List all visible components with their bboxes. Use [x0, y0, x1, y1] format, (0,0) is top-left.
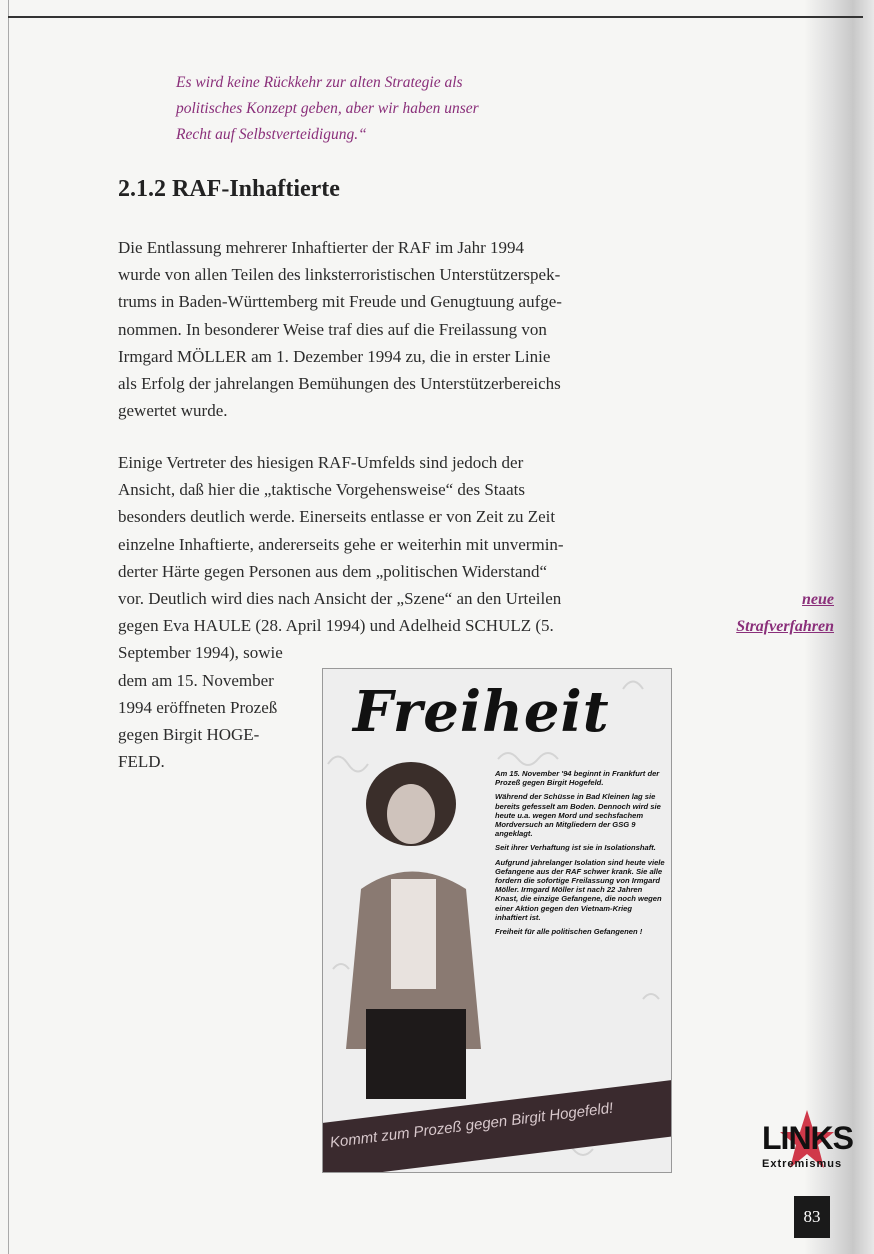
poster-text-paragraph: Während der Schüsse in Bad Kleinen lag sie bereits gefesselt am Boden. Dennoch wird sie heute u.a. wegen Mord und sechsfachem Mordversuch an Mitgliedern der GSG 9 angeklagt. [495, 792, 661, 839]
poster-title: Freiheit [353, 679, 610, 745]
text-line: vor. Deutlich wird dies nach Ansicht der „Szene“ an den Urteilen [118, 589, 562, 609]
logo-main: LINKS [762, 1120, 853, 1156]
poster-text-paragraph: Freiheit für alle politischen Gefangenen ! [495, 927, 643, 937]
text-line: derter Härte gegen Personen aus dem „politischen Widerstand“ [118, 561, 548, 581]
margin-note [690, 586, 834, 640]
quote-line: Es wird keine Rückkehr zur alten Strategie als [176, 74, 463, 91]
text-line: FELD. [118, 752, 165, 772]
links-extremismus-logo [762, 1110, 852, 1180]
logo-sub: Extremismus [762, 1158, 843, 1170]
text-line: dem am 15. November [118, 670, 274, 690]
woman-photo [341, 759, 491, 1099]
paragraph-1 [118, 234, 562, 424]
text-line: September 1994), sowie [118, 643, 283, 663]
section-heading: 2.1.2 RAF-Inhaftierte [118, 176, 340, 202]
text-line: Ansicht, daß hier die „taktische Vorgehensweise“ des Staats [118, 480, 525, 500]
quote [176, 70, 479, 148]
header-rule [8, 16, 863, 18]
margin-note-line: neue [802, 591, 834, 608]
text-line: trums in Baden-Württemberg mit Freude und Genugtuung aufge- [118, 292, 562, 312]
poster-text [495, 769, 665, 941]
poster-text-paragraph: Aufgrund jahrelanger Isolation sind heute viele Gefangene aus der RAF schwer krank. Sie alle fordern die sofortige Freilassung von Irmgard Möller. Irmgard Möller ist nach 22 Jahren Knast, die einzige Gefangene, die noch wegen einer Aktion gegen den Vietnam-Krieg inhaftiert ist. [495, 857, 665, 922]
text-line: besonders deutlich werde. Einerseits entlasse er von Zeit zu Zeit [118, 507, 556, 527]
text-line: gegen Birgit HOGE- [118, 725, 260, 745]
text-line: gewertet wurde. [118, 401, 228, 421]
page-number: 83 [794, 1196, 830, 1238]
text-line: nommen. In besonderer Weise traf dies auf die Freilassung von [118, 319, 547, 339]
quote-line: politisches Konzept geben, aber wir haben unser [176, 100, 479, 117]
poster-text-paragraph: Seit ihrer Verhaftung ist sie in Isolationshaft. [495, 843, 656, 853]
text-line: Einige Vertreter des hiesigen RAF-Umfelds sind jedoch der [118, 453, 524, 472]
text-line: als Erfolg der jahrelangen Bemühungen des Unterstützerbereichs [118, 374, 561, 394]
page-fold-line [8, 0, 9, 1254]
text-line: einzelne Inhaftierte, andererseits gehe er weiterhin mit unvermin- [118, 534, 564, 554]
text-line: 1994 eröffneten Prozeß [118, 697, 278, 717]
text-line: Irmgard MÖLLER am 1. Dezember 1994 zu, die in erster Linie [118, 346, 551, 366]
text-line: Die Entlassung mehrerer Inhaftierter der RAF im Jahr 1994 [118, 238, 524, 257]
quote-line: Recht auf Selbstverteidigung.“ [176, 126, 367, 143]
text-line: wurde von allen Teilen des linksterroristischen Unterstützerspek- [118, 265, 561, 285]
poster-image [322, 668, 672, 1173]
poster-text-paragraph: Am 15. November '94 beginnt in Frankfurt der Prozeß gegen Birgit Hogefeld. [495, 769, 660, 788]
text-line: gegen Eva HAULE (28. April 1994) und Adelheid SCHULZ (5. [118, 616, 554, 636]
margin-note-line: Strafverfahren [736, 618, 834, 635]
poster-banner-text: Kommt zum Prozeß gegen Birgit Hogefeld! [329, 1099, 615, 1152]
